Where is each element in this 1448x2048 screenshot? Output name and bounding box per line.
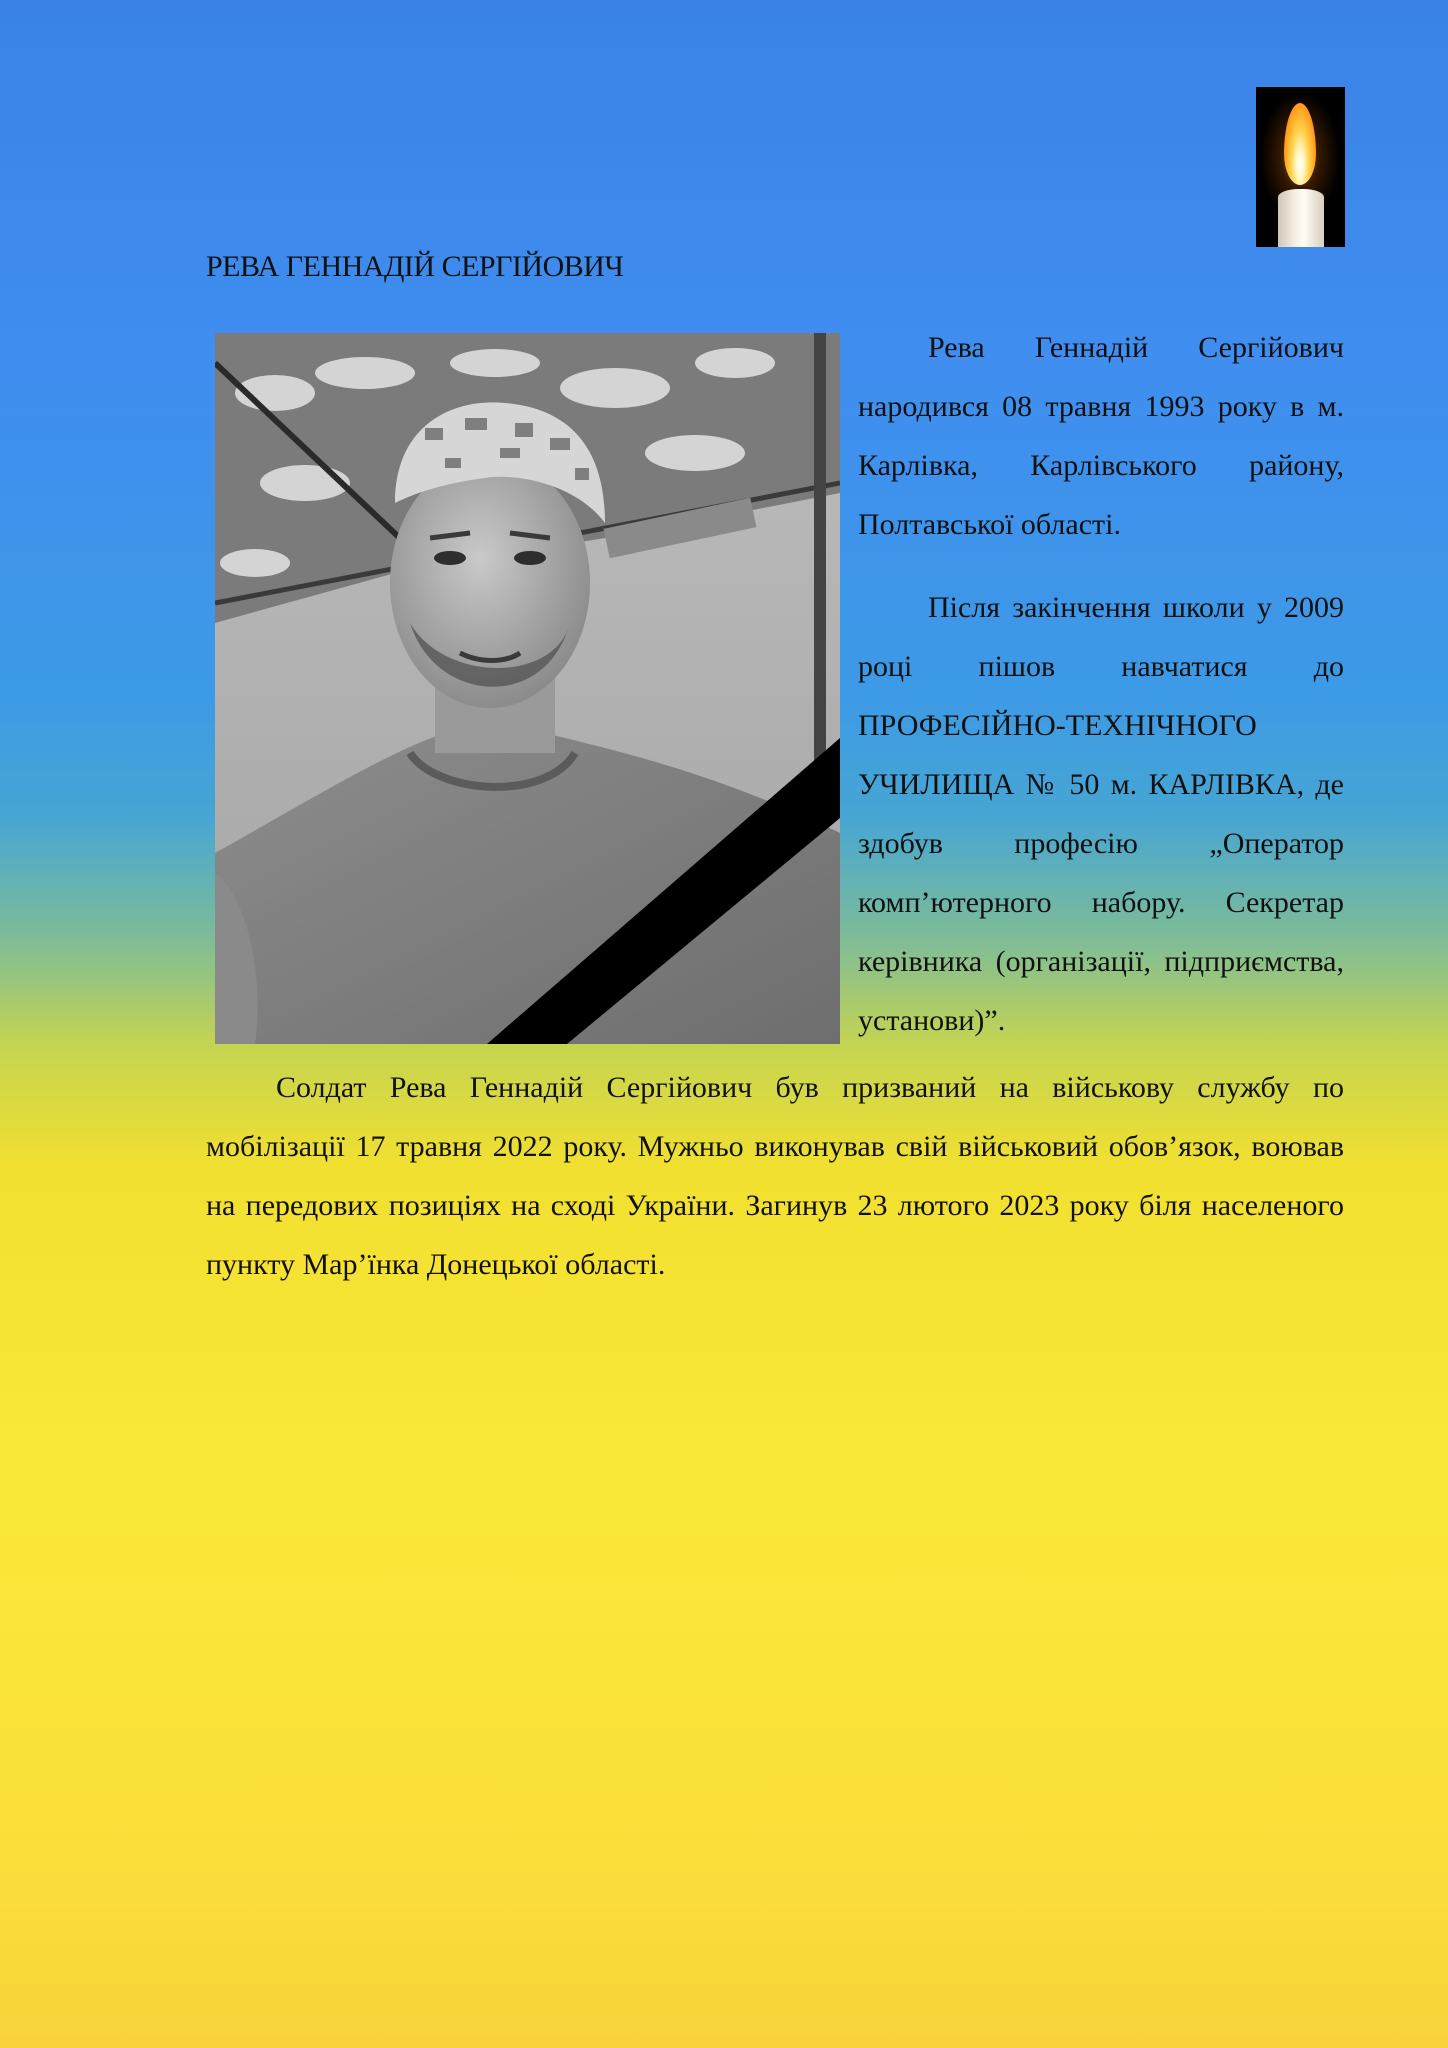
candle-body (1278, 189, 1324, 247)
page-title: РЕВА ГЕННАДІЙ СЕРГІЙОВИЧ (206, 250, 624, 283)
memorial-candle-icon (1256, 87, 1345, 247)
bio-birth-paragraph: Рева Геннадій Сергійович народився 08 травня 1993 року в м. Карлівка, Карлівського району, Полтавської області. (858, 331, 1344, 541)
portrait-photo (215, 333, 840, 1044)
bio-education-paragraph: Після закінчення школи у 2009 році пішов навчатися до ПРОФЕСІЙНО-ТЕХНІЧНОГО УЧИЛИЩА № 50 м. КАРЛІВКА, де здобув професію „Оператор комп’ютерного набору. Секретар керівника (організації, підприємства, установи)”. (858, 591, 1344, 1037)
portrait-illustration (215, 333, 840, 1044)
bio-service-paragraph: Солдат Рева Геннадій Сергійович був призваний на військову службу по мобілізації 17 травня 2022 року. Мужньо виконував свій військовий обов’язок, воював на передових позиціях на сході України. Загинув 23 лютого 2023 року біля населеного пункту Мар’їнка Донецької області. (206, 1071, 1344, 1281)
